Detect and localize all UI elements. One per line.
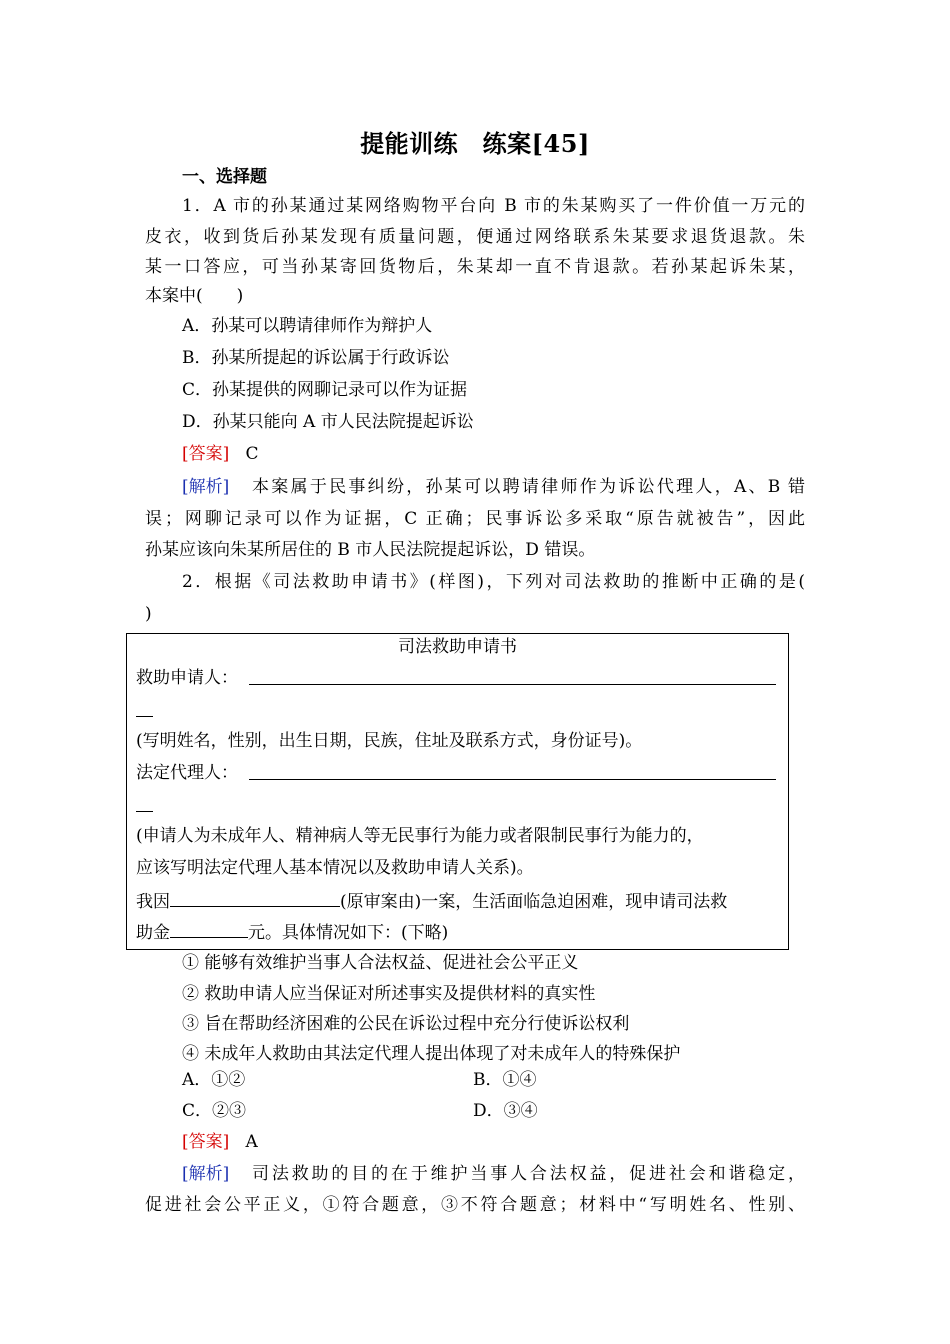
q2-stem-line-1: 2．根据《司法救助申请书》(样图)，下列对司法救助的推断中正确的是( bbox=[182, 572, 805, 592]
q2-statement-2: ② 救助申请人应当保证对所述事实及提供材料的真实性 bbox=[182, 984, 596, 1004]
q1-option-a: A．孙某可以聘请律师作为辩护人 bbox=[182, 316, 433, 336]
form-reason-blank bbox=[170, 888, 340, 907]
application-form-box bbox=[126, 633, 789, 950]
q2-option-d: D．③④ bbox=[473, 1101, 538, 1121]
q2-answer-value: A bbox=[245, 1132, 258, 1152]
section-heading: 一、选择题 bbox=[182, 167, 267, 187]
form-reason-line bbox=[136, 888, 727, 914]
form-applicant-blank bbox=[249, 684, 776, 685]
q2-option-b: B．①④ bbox=[473, 1070, 537, 1090]
form-agent-label: 法定代理人： bbox=[136, 763, 238, 783]
form-amount-suffix: 元。具体情况如下：(下略) bbox=[248, 923, 449, 943]
q1-stem-line-2: 皮衣，收到货后孙某发现有质量问题，便通过网络联系朱某要求退货退款。朱 bbox=[145, 227, 805, 247]
q1-option-c: C．孙某提供的网聊记录可以作为证据 bbox=[182, 380, 468, 400]
form-agent-note-1: (申请人为未成年人、精神病人等无民事行为能力或者限制民事行为能力的， bbox=[136, 826, 704, 846]
q2-analysis-tag: [解析] bbox=[182, 1164, 230, 1184]
q1-option-d: D．孙某只能向 A 市人民法院提起诉讼 bbox=[182, 412, 474, 432]
q1-answer bbox=[182, 442, 259, 466]
form-applicant-label: 救助申请人： bbox=[136, 668, 238, 688]
q2-answer-label: [答案] bbox=[182, 1132, 230, 1152]
q1-analysis-line-2: 误；网聊记录可以作为证据，C 正确；民事诉讼多采取“原告就被告”，因此 bbox=[145, 509, 805, 529]
form-amount-line bbox=[136, 919, 448, 945]
q2-option-a: A．①② bbox=[182, 1070, 246, 1090]
form-agent-note-2: 应该写明法定代理人基本情况以及救助申请人关系)。 bbox=[136, 858, 534, 878]
form-agent-blank-wrap bbox=[136, 811, 153, 812]
form-applicant-blank-wrap bbox=[136, 716, 153, 717]
q2-option-c: C．②③ bbox=[182, 1101, 247, 1121]
q2-analysis-line-2: 促进社会公平正义，①符合题意，③不符合题意；材料中“写明姓名、性别、 bbox=[145, 1195, 805, 1215]
q2-statement-3: ③ 旨在帮助经济困难的公民在诉讼过程中充分行使诉讼权利 bbox=[182, 1014, 630, 1034]
q1-analysis-label bbox=[182, 475, 229, 499]
q2-stem-line-2: ) bbox=[145, 604, 152, 624]
q1-analysis-tag: [解析] bbox=[182, 477, 230, 497]
form-amount-prefix: 助金 bbox=[136, 923, 170, 943]
q1-stem-line-4: 本案中( ) bbox=[145, 286, 244, 306]
form-amount-blank bbox=[170, 919, 248, 938]
page-title: 提能训练 练案[45] bbox=[360, 129, 590, 158]
q1-stem-line-1: 1．A 市的孙某通过某网络购物平台向 B 市的朱某购买了一件价值一万元的 bbox=[182, 196, 805, 216]
q1-option-b: B．孙某所提起的诉讼属于行政诉讼 bbox=[182, 348, 450, 368]
q1-analysis-line-1: 本案属于民事纠纷，孙某可以聘请律师作为诉讼代理人，A、B 错 bbox=[252, 477, 805, 497]
q1-analysis-line-3: 孙某应该向朱某所居住的 B 市人民法院提起诉讼，D 错误。 bbox=[145, 540, 596, 560]
form-reason-mid: (原审案由)一案，生活面临急迫困难，现申请司法救 bbox=[340, 892, 728, 912]
q1-answer-value: C bbox=[245, 444, 259, 464]
form-reason-prefix: 我因 bbox=[136, 892, 170, 912]
q2-statement-4: ④ 未成年人救助由其法定代理人提出体现了对未成年人的特殊保护 bbox=[182, 1044, 681, 1064]
form-title: 司法救助申请书 bbox=[398, 637, 517, 657]
form-agent-blank bbox=[249, 779, 776, 780]
q2-answer bbox=[182, 1130, 258, 1154]
q2-statement-1: ① 能够有效维护当事人合法权益、促进社会公平正义 bbox=[182, 953, 579, 973]
q2-analysis-label bbox=[182, 1162, 229, 1186]
q1-answer-label: [答案] bbox=[182, 444, 230, 464]
form-applicant-note: (写明姓名，性别，出生日期，民族，住址及联系方式，身份证号)。 bbox=[136, 731, 643, 751]
q2-analysis-line-1: 司法救助的目的在于维护当事人合法权益，促进社会和谐稳定， bbox=[252, 1164, 805, 1184]
q1-stem-line-3: 某一口答应，可当孙某寄回货物后，朱某却一直不肯退款。若孙某起诉朱某， bbox=[145, 257, 805, 277]
